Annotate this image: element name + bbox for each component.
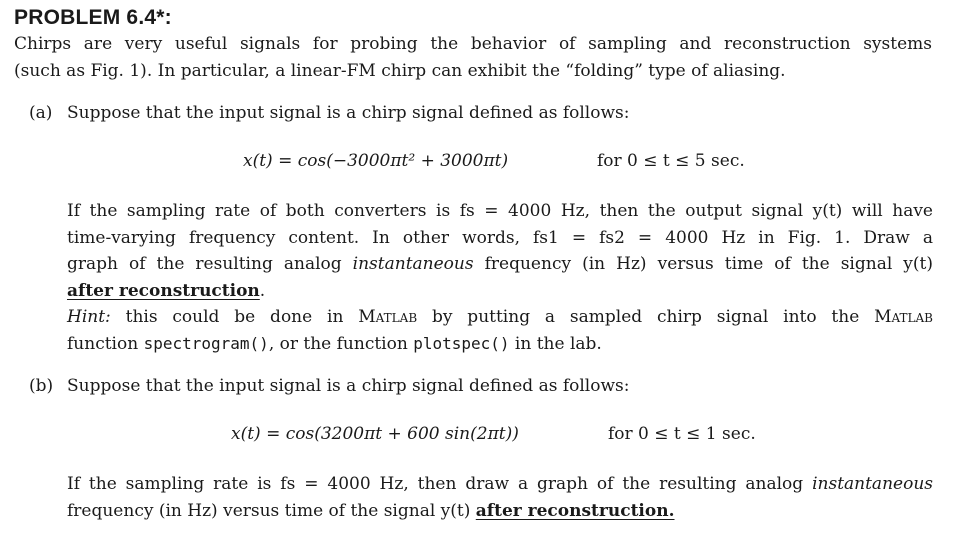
part-b-body — [67, 471, 933, 524]
part-a-after-reconstruction: after reconstruction — [67, 280, 260, 301]
intro-line-2: (such as Fig. 1). In particular, a linear-FM chirp can exhibit the “folding” type of aliasing. — [14, 60, 786, 81]
part-b-line-1 — [67, 471, 933, 498]
part-a-line-3-post: frequency (in Hz) versus time of the signal y(t) — [473, 254, 933, 274]
hint-text-1: this could be done in — [110, 307, 359, 327]
part-b-equation — [231, 424, 519, 444]
hint-text-4: , or the function — [268, 333, 414, 354]
hint-text-5: in the lab. — [509, 333, 602, 354]
part-a-label: (a) — [29, 103, 53, 123]
part-b-line-2 — [67, 498, 933, 525]
part-a-line-3-pre: graph of the resulting analog — [67, 254, 353, 274]
function-spectrogram: spectrogram() — [143, 333, 269, 353]
part-a-line-2: time-varying frequency content. In other words, fs1 = fs2 = 4000 Hz in Fig. 1. Draw a — [67, 227, 933, 248]
part-b-lead: Suppose that the input signal is a chirp signal defined as follows: — [67, 376, 630, 396]
part-a-instantaneous: instantaneous — [352, 254, 474, 274]
part-a-line-1: If the sampling rate of both converters is fs = 4000 Hz, then the output signal y(t) will have — [67, 201, 933, 221]
part-a-line-3 — [67, 251, 933, 278]
matlab-name-1: Matlab — [358, 307, 418, 327]
part-a-body — [67, 198, 933, 357]
intro-paragraph — [14, 31, 932, 84]
intro-line-1: Chirps are very useful signals for probing the behavior of sampling and reconstruction systems — [14, 34, 932, 54]
hint-label: Hint: — [67, 307, 111, 327]
part-a-lead: Suppose that the input signal is a chirp signal defined as follows: — [67, 103, 630, 123]
part-a-line-4 — [67, 278, 933, 305]
part-a-equation — [243, 151, 508, 171]
matlab-name-2: Matlab — [874, 307, 933, 327]
problem-title: PROBLEM 6.4*: — [14, 6, 172, 29]
hint-text-3: function — [67, 333, 144, 354]
hint-line-2 — [67, 331, 933, 358]
equation-a: x(t) = cos(−3000πt² + 3000πt) — [243, 151, 509, 171]
part-a-period: . — [259, 280, 266, 301]
equation-b: x(t) = cos(3200πt + 600 sin(2πt)) — [231, 424, 519, 444]
part-b-condition: for 0 ≤ t ≤ 1 sec. — [608, 424, 756, 444]
part-b-label: (b) — [29, 376, 54, 396]
part-b-instantaneous: instantaneous — [812, 474, 933, 494]
part-a-condition: for 0 ≤ t ≤ 5 sec. — [597, 151, 745, 171]
part-b-line-2-pre: frequency (in Hz) versus time of the signal y(t) — [67, 500, 476, 521]
hint-text-2: by putting a sampled chirp signal into the — [417, 307, 875, 327]
part-b-after-reconstruction: after reconstruction. — [475, 500, 675, 521]
function-plotspec: plotspec() — [413, 333, 510, 353]
part-b-line-1-pre: If the sampling rate is fs = 4000 Hz, then draw a graph of the resulting analog — [67, 474, 813, 494]
hint-line-1 — [67, 304, 933, 331]
